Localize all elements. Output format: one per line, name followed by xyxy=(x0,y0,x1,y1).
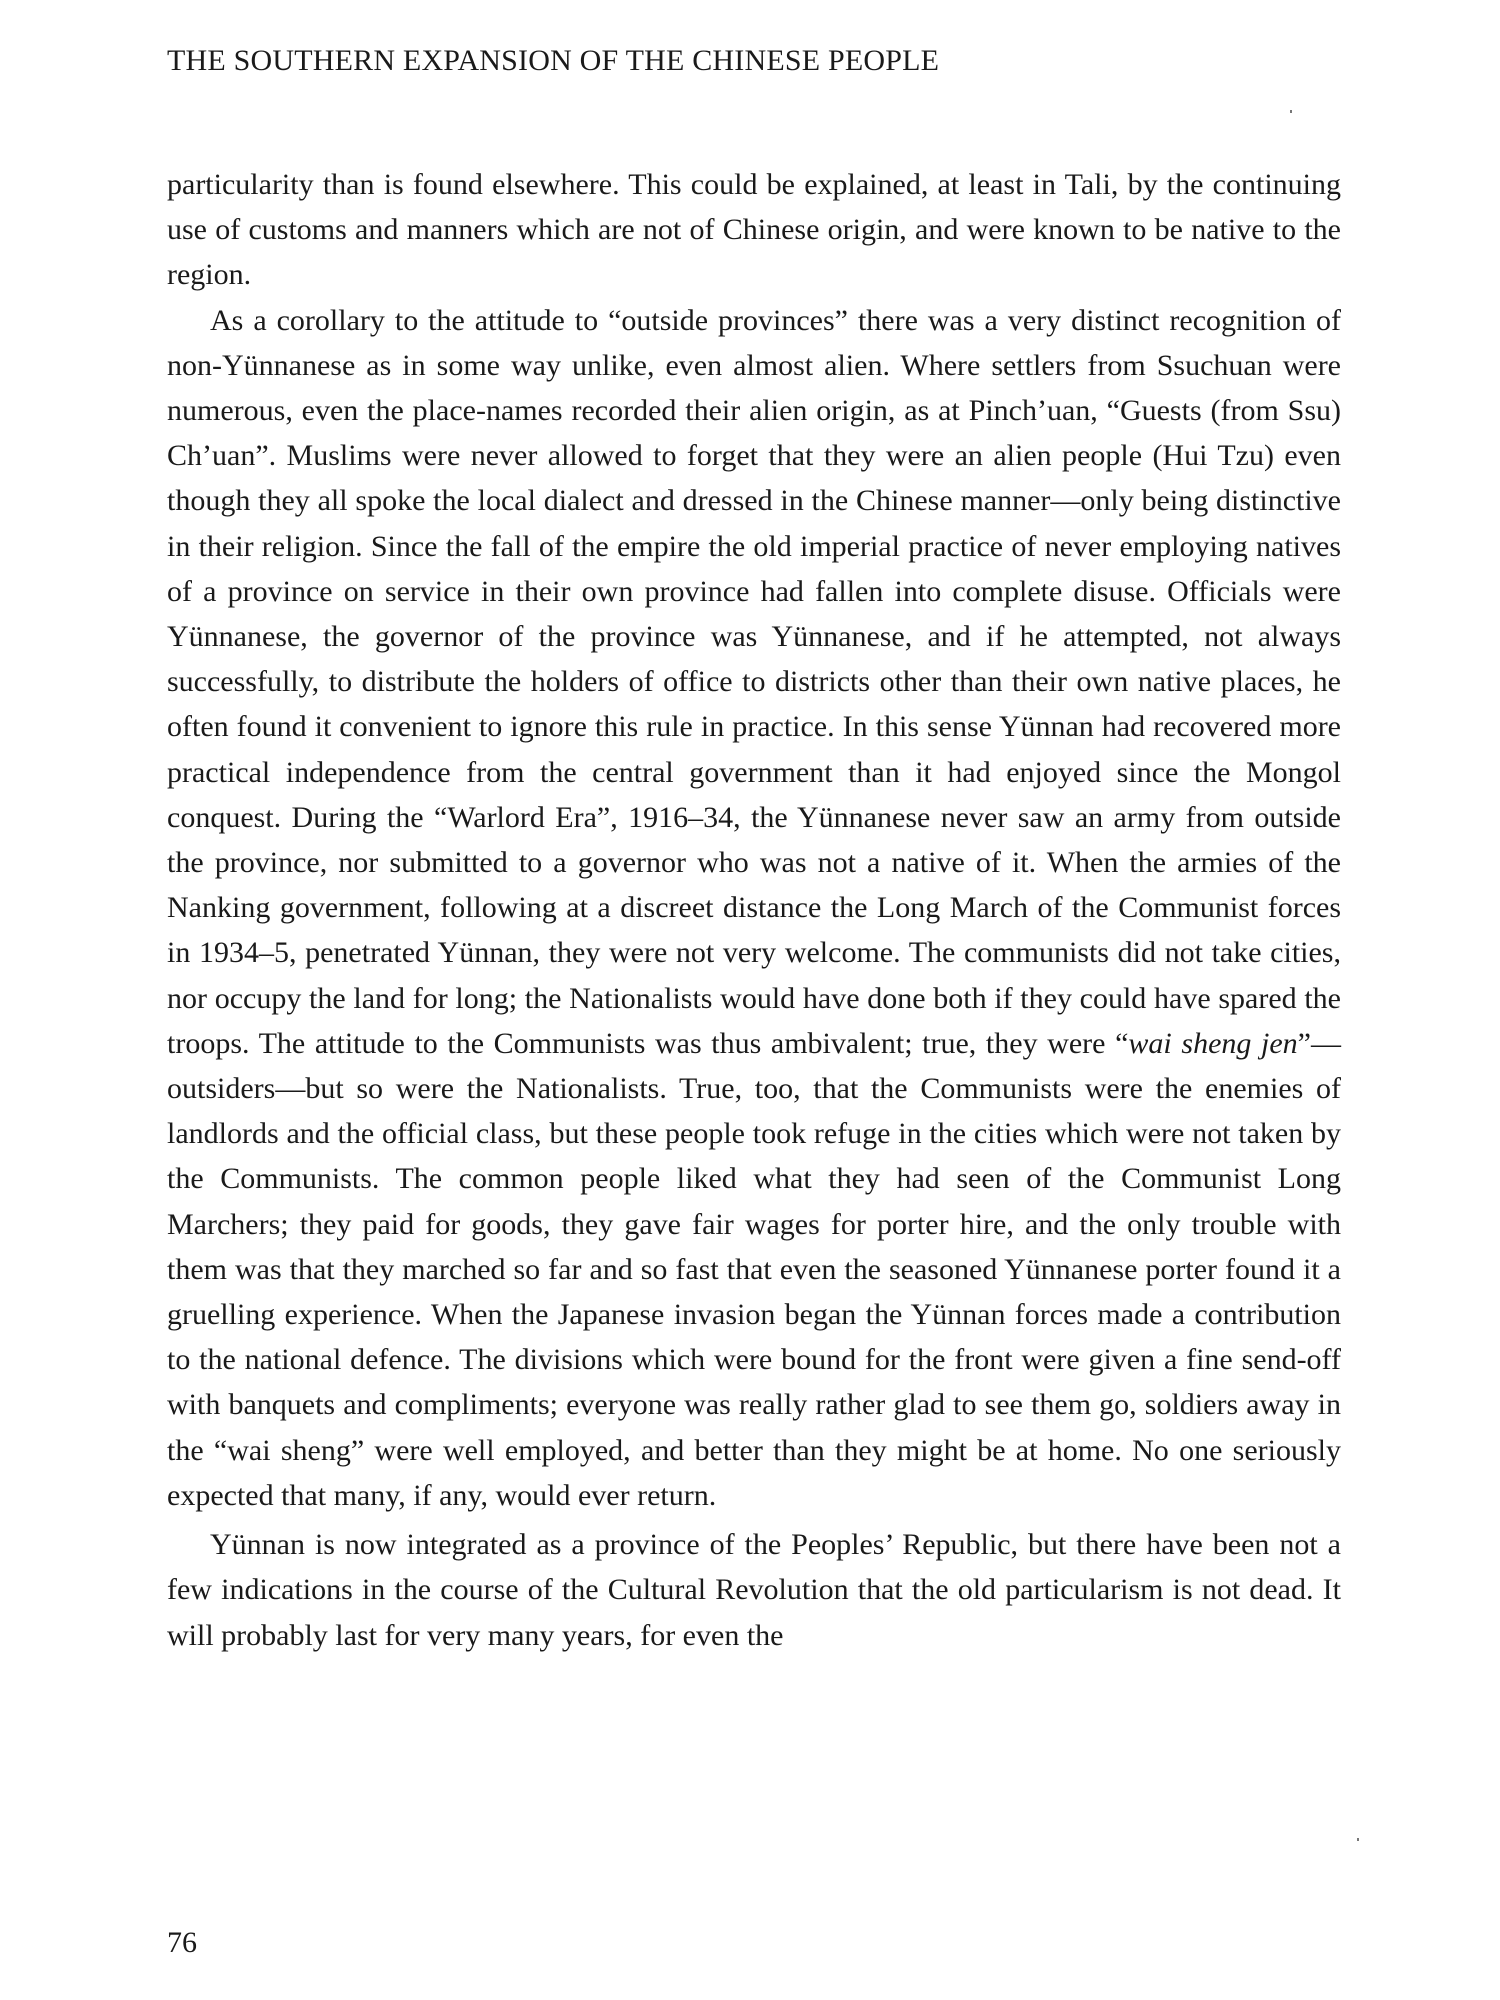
paragraph-text-part: ”— outsiders—but so were the Nationalists. True, too, that the Communists were the enemies of landlords and the official class, but these people took refuge in the cities which were not taken by the Communists. The common people liked what they had seen of the Communist Long Marchers; they paid for goods, they gave fair wages for porter hire, and the only trouble with them was that they marched so far and so fast that even the seasoned Yünnanese porter found it a gruelling experience. When the Japanese invasion began the Yünnan forces made a contribution to the national defence. The divisions which were bound for the front were given a fine send-off with banquets and compliments; everyone was really rather glad to see them go, soldiers away in the “wai sheng” were well employed, and better than they might be at home. No one seriously expected that many, if any, would ever return. xyxy=(167,1026,1341,1512)
scan-speck xyxy=(1290,110,1292,113)
body-text xyxy=(167,162,1341,1658)
paragraph-text-part: As a corollary to the attitude to “outside provinces” there was a very distinct recognition of non-Yünnanese as in some way unlike, even almost alien. Where settlers from Ssuchuan were numerous, even the place-names recorded their alien origin, as at Pinch’uan, “Guests (from Ssu) Ch’uan”. Muslims were never allowed to forget that they were an alien people (Hui Tzu) even though they all spoke the local dialect and dressed in the Chinese manner—only being distinctive in their religion. Since the fall of the empire the old imperial practice of never employing natives of a province on service in their own province had fallen into complete disuse. Officials were Yünnanese, the governor of the province was Yünnanese, and if he attempted, not always successfully, to distribute the holders of office to districts other than their own native places, he often found it convenient to ignore this rule in practice. In this sense Yünnan had recovered more practical independence from the central government than it had enjoyed since the Mongol conquest. During the “Warlord Era”, 1916–34, the Yünnanese never saw an army from outside the province, nor submitted to a governor who was not a native of it. When the armies of the Nanking government, following at a discreet distance the Long March of the Communist forces in 1934–5, penetrated Yünnan, they were not very welcome. The communists did not take cities, nor occupy the land for long; the Nationalists would have done both if they could have spared the troops. The attitude to the Communists was thus ambivalent; true, they were “ xyxy=(167,303,1341,1060)
page-number: 76 xyxy=(167,1926,197,1959)
running-header-title: THE SOUTHERN EXPANSION OF THE CHINESE PEOPLE xyxy=(167,44,940,77)
paragraph-continuation: particularity than is found elsewhere. This could be explained, at least in Tali, by the continuing use of customs and manners which are not of Chinese origin, and were known to be native to the region. xyxy=(167,168,1341,292)
paragraph-outside-provinces xyxy=(167,298,1341,1518)
scan-speck xyxy=(1357,1838,1359,1841)
italic-term-wai-sheng-jen: wai sheng jen xyxy=(1128,1026,1298,1060)
paragraph-yunnan-integration: Yünnan is now integrated as a province of the Peoples’ Republic, but there have been not a few indications in the course of the Cultural Revolution that the old particularism is not dead. It will probably last for very many years, for even the xyxy=(167,1528,1341,1652)
